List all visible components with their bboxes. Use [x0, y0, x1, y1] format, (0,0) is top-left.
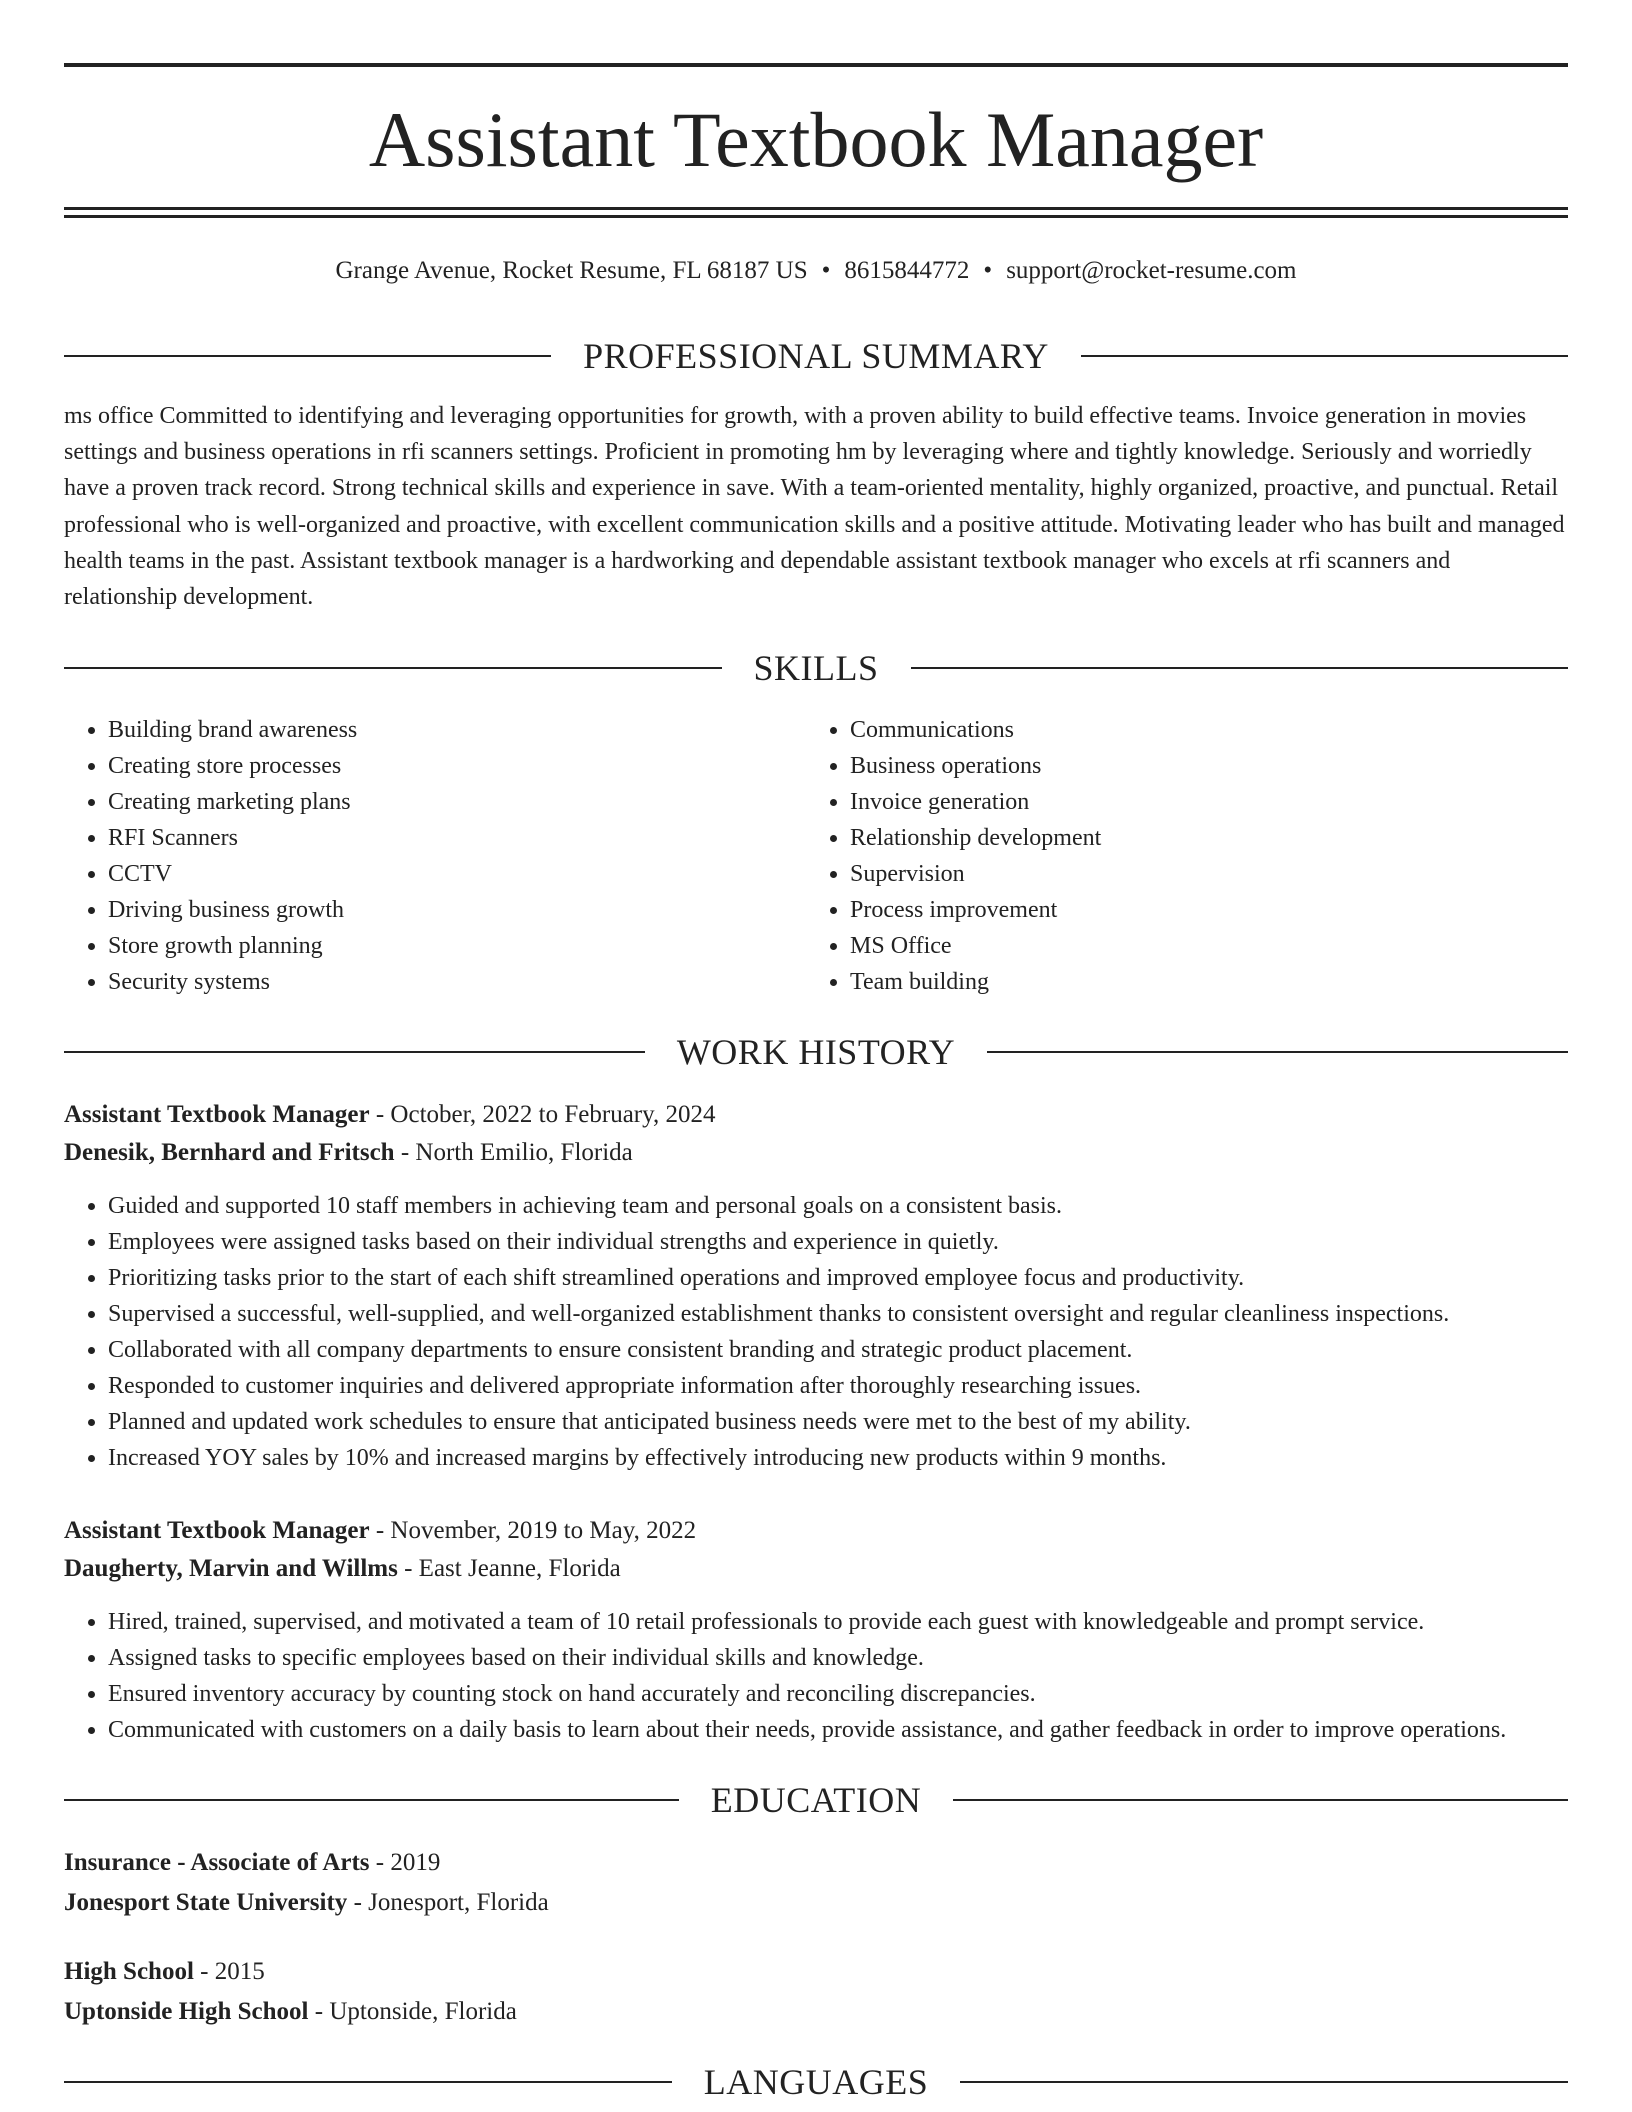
skill-item: • CCTV: [108, 856, 806, 892]
skill-item: • Building brand awareness: [108, 712, 806, 748]
heading-rule: [64, 355, 551, 357]
job-company-line: [64, 1134, 1568, 1172]
contact-phone[interactable]: 8615844772: [844, 257, 970, 284]
heading-rule: [64, 667, 722, 669]
heading-rule: [987, 1051, 1568, 1053]
contact-address: Grange Avenue, Rocket Resume, FL 68187 US: [335, 257, 808, 284]
education-entry: [64, 1843, 1568, 1923]
education-year: - 2015: [193, 1958, 265, 1985]
education-school: Jonesport State University: [64, 1889, 348, 1916]
job-bullet: • Prioritizing tasks prior to the start of each shift streamlined operations and improved employee focus and productivity.: [108, 1260, 1568, 1296]
skills-column-left: [64, 712, 806, 1000]
job-company: Daugherty, Marvin and Willms: [64, 1555, 398, 1582]
section-title: SKILLS: [753, 648, 879, 688]
heading-rule: [64, 2081, 672, 2083]
contact-email[interactable]: support@rocket-resume.com: [1006, 257, 1297, 284]
skill-item: • Business operations: [850, 748, 1548, 784]
job-bullet: • Collaborated with all company departments to ensure consistent branding and strategic product placement.: [108, 1332, 1568, 1368]
skill-item: • Creating marketing plans: [108, 784, 806, 820]
job-title: Assistant Textbook Manager: [64, 1101, 370, 1128]
job-title-line: [64, 1096, 1568, 1134]
job-dates: - October, 2022 to February, 2024: [369, 1101, 716, 1128]
section-title: EDUCATION: [710, 1780, 922, 1820]
heading-rule: [64, 1051, 645, 1053]
job-bullet: • Guided and supported 10 staff members in achieving team and personal goals on a consistent basis.: [108, 1188, 1568, 1224]
education-degree: High School: [64, 1958, 194, 1985]
contact-line: [64, 254, 1568, 288]
section-title: WORK HISTORY: [676, 1032, 956, 1072]
work-entry: [64, 1512, 1568, 1748]
job-bullets: [64, 1604, 1568, 1748]
skills-list: [64, 712, 1568, 1000]
job-title: Assistant Textbook Manager: [64, 1517, 370, 1544]
name-underline-rule: [64, 207, 1568, 210]
skill-item: • Creating store processes: [108, 748, 806, 784]
skill-item: • RFI Scanners: [108, 820, 806, 856]
skill-item: • MS Office: [850, 928, 1548, 964]
section-heading-summary: [64, 336, 1568, 376]
skill-item: • Supervision: [850, 856, 1548, 892]
contact-separator: •: [821, 257, 831, 284]
skill-item: • Security systems: [108, 964, 806, 1000]
job-company: Denesik, Bernhard and Fritsch: [64, 1139, 395, 1166]
work-entry: [64, 1096, 1568, 1476]
section-heading-skills: [64, 648, 1568, 688]
education-degree: Insurance - Associate of Arts: [64, 1849, 370, 1876]
job-bullet: • Planned and updated work schedules to ensure that anticipated business needs were met to the best of my ability.: [108, 1404, 1568, 1440]
job-company-line: [64, 1550, 1568, 1588]
top-rule: [64, 63, 1568, 67]
education-entry: [64, 1952, 1568, 2032]
heading-rule: [64, 1799, 679, 1801]
skill-item: • Store growth planning: [108, 928, 806, 964]
skill-item: • Invoice generation: [850, 784, 1548, 820]
skill-item: • Process improvement: [850, 892, 1548, 928]
section-title: PROFESSIONAL SUMMARY: [583, 336, 1049, 376]
job-bullet: • Ensured inventory accuracy by counting stock on hand accurately and reconciling discrepancies.: [108, 1676, 1568, 1712]
job-dates: - November, 2019 to May, 2022: [369, 1517, 697, 1544]
heading-rule: [1081, 355, 1568, 357]
job-bullet: • Employees were assigned tasks based on their individual strengths and experience in quietly.: [108, 1224, 1568, 1260]
skill-item: • Driving business growth: [108, 892, 806, 928]
section-heading-languages: [64, 2062, 1568, 2102]
education-degree-line: [64, 1952, 1568, 1992]
job-bullet: • Supervised a successful, well-supplied, and well-organized establishment thanks to consistent oversight and regular cleanliness inspections.: [108, 1296, 1568, 1332]
job-location: - North Emilio, Florida: [394, 1139, 633, 1166]
education-school: Uptonside High School: [64, 1998, 309, 2025]
job-bullet: • Hired, trained, supervised, and motivated a team of 10 retail professionals to provide each guest with knowledgeable and prompt service.: [108, 1604, 1568, 1640]
heading-rule: [911, 667, 1569, 669]
job-title-line: [64, 1512, 1568, 1550]
education-school-line: [64, 1883, 1568, 1923]
section-heading-education: [64, 1780, 1568, 1820]
job-location: - East Jeanne, Florida: [397, 1555, 621, 1582]
heading-rule: [960, 2081, 1568, 2083]
job-bullet: • Communicated with customers on a daily basis to learn about their needs, provide assistance, and gather feedback in order to improve operations.: [108, 1712, 1568, 1748]
skill-item: • Communications: [850, 712, 1548, 748]
job-bullets: [64, 1188, 1568, 1476]
name-underline-rule-2: [64, 215, 1568, 218]
skills-column-right: [806, 712, 1548, 1000]
education-location: - Jonesport, Florida: [347, 1889, 549, 1916]
job-bullet: • Assigned tasks to specific employees based on their individual skills and knowledge.: [108, 1640, 1568, 1676]
candidate-name: Assistant Textbook Manager: [368, 96, 1264, 183]
education-year: - 2019: [369, 1849, 441, 1876]
heading-rule: [953, 1799, 1568, 1801]
education-location: - Uptonside, Florida: [308, 1998, 517, 2025]
skill-item: • Relationship development: [850, 820, 1548, 856]
section-heading-work: [64, 1032, 1568, 1072]
education-degree-line: [64, 1843, 1568, 1883]
section-title: LANGUAGES: [703, 2062, 929, 2102]
education-school-line: [64, 1992, 1568, 2032]
job-bullet: • Responded to customer inquiries and delivered appropriate information after thoroughly researching issues.: [108, 1368, 1568, 1404]
skill-item: • Team building: [850, 964, 1548, 1000]
contact-separator: •: [983, 257, 993, 284]
summary-text: ms office Committed to identifying and leveraging opportunities for growth, with a proven ability to build effective teams. Invoice generation in movies settings and business operations in rfi scanners settings. Proficient in promoting hm by leveraging where and tightly knowledge. Seriously and worriedly have a proven track record. Strong technical skills and experience in save. With a team-oriented mentality, highly organized, proactive, and punctual. Retail professional who is well-organized and proactive, with excellent communication skills and a positive attitude. Motivating leader who has built and managed health teams in the past. Assistant textbook manager is a hardworking and dependable assistant textbook manager who excels at rfi scanners and relationship development.: [64, 403, 1565, 611]
job-bullet: • Increased YOY sales by 10% and increased margins by effectively introducing new products within 9 months.: [108, 1440, 1568, 1476]
